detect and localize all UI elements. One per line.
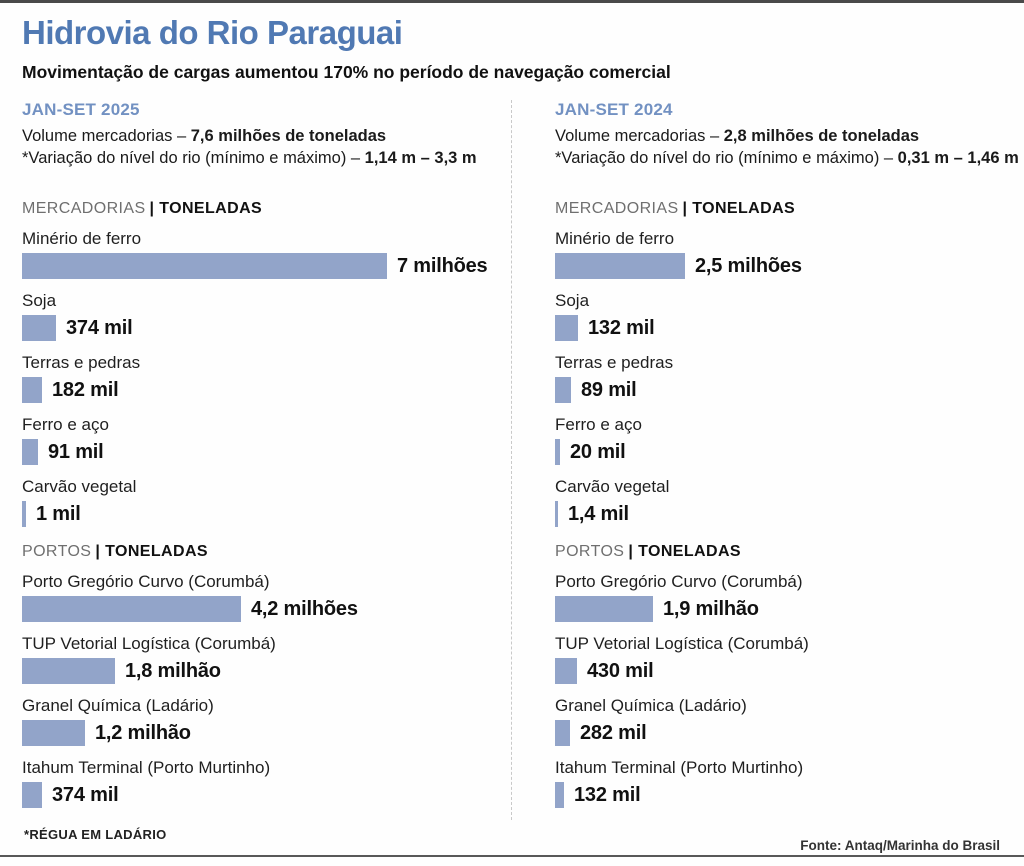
- variation-prefix: *Variação do nível do rio (mínimo e máximo) –: [555, 149, 898, 167]
- bar: [555, 439, 560, 465]
- top-rule: [0, 0, 1024, 3]
- variation-prefix: *Variação do nível do rio (mínimo e máximo) –: [22, 149, 365, 167]
- section-unit: | TONELADAS: [682, 200, 796, 217]
- chart-row: [22, 573, 490, 622]
- section-header-mercadorias: [22, 200, 490, 217]
- chart-row: [22, 635, 490, 684]
- category-label: Itahum Terminal (Porto Murtinho): [22, 758, 271, 777]
- volume-value: 7,6 milhões de toneladas: [190, 127, 387, 145]
- period-title-2025: JAN-SET 2025: [22, 100, 140, 119]
- category-label: Porto Gregório Curvo (Corumbá): [22, 572, 270, 591]
- section-unit: | TONELADAS: [628, 543, 741, 560]
- value-label: 4,2 milhões: [251, 597, 358, 620]
- volume-prefix: Volume mercadorias –: [555, 127, 724, 145]
- category-label: Terras e pedras: [555, 353, 674, 372]
- bar: [555, 501, 558, 527]
- bar: [555, 658, 577, 684]
- value-label: 2,5 milhões: [695, 254, 802, 277]
- section-name: PORTOS: [22, 543, 92, 560]
- category-label: Ferro e aço: [555, 415, 642, 434]
- section-header-mercadorias: [555, 200, 1023, 217]
- category-label: Minério de ferro: [22, 229, 142, 248]
- volume-value: 2,8 milhões de toneladas: [723, 127, 920, 145]
- section-name: MERCADORIAS: [22, 200, 146, 217]
- category-label: Carvão vegetal: [22, 477, 137, 496]
- value-label: 430 mil: [587, 659, 654, 682]
- section-name: MERCADORIAS: [555, 200, 679, 217]
- column-divider: [511, 100, 512, 820]
- footnote: *RÉGUA EM LADÁRIO: [24, 827, 167, 842]
- bar: [22, 596, 241, 622]
- volume-line: [22, 126, 490, 147]
- value-label: 1,4 mil: [568, 502, 629, 525]
- bar: [555, 315, 578, 341]
- section-header-portos: [555, 543, 1023, 560]
- value-label: 7 milhões: [397, 254, 488, 277]
- column-2025: [22, 100, 490, 808]
- value-label: 91 mil: [48, 440, 104, 463]
- category-label: Soja: [555, 291, 590, 310]
- chart-row: [22, 697, 490, 746]
- bar: [22, 315, 56, 341]
- value-label: 374 mil: [66, 316, 133, 339]
- chart-row: [555, 573, 1023, 622]
- chart-row: [555, 354, 1023, 403]
- value-label: 89 mil: [581, 378, 637, 401]
- chart-row: [22, 478, 490, 527]
- category-label: TUP Vetorial Logística (Corumbá): [555, 634, 809, 653]
- bar: [22, 658, 115, 684]
- chart-row: [22, 230, 490, 279]
- category-label: Soja: [22, 291, 57, 310]
- category-label: Porto Gregório Curvo (Corumbá): [555, 572, 803, 591]
- chart-row: [555, 292, 1023, 341]
- river-variation-line: [22, 148, 490, 169]
- river-variation-line: [555, 148, 1023, 169]
- section-header-portos: [22, 543, 490, 560]
- chart-row: [22, 292, 490, 341]
- variation-value: 0,31 m – 1,46 m: [897, 149, 1019, 167]
- bar: [22, 501, 26, 527]
- value-label: 182 mil: [52, 378, 119, 401]
- value-label: 132 mil: [574, 783, 641, 806]
- bar: [22, 439, 38, 465]
- section-unit: | TONELADAS: [149, 200, 263, 217]
- section-name: PORTOS: [555, 543, 625, 560]
- value-label: 1,2 milhão: [95, 721, 191, 744]
- category-label: Carvão vegetal: [555, 477, 670, 496]
- section-unit: | TONELADAS: [95, 543, 208, 560]
- chart-row: [555, 697, 1023, 746]
- bar: [555, 253, 685, 279]
- source-credit: Fonte: Antaq/Marinha do Brasil: [800, 838, 1000, 853]
- value-label: 1 mil: [36, 502, 81, 525]
- volume-prefix: Volume mercadorias –: [22, 127, 191, 145]
- chart-row: [22, 759, 490, 808]
- chart-row: [555, 416, 1023, 465]
- value-label: 20 mil: [570, 440, 626, 463]
- bar: [22, 253, 387, 279]
- bar: [555, 720, 570, 746]
- category-label: TUP Vetorial Logística (Corumbá): [22, 634, 276, 653]
- bottom-rule: [0, 855, 1024, 857]
- value-label: 132 mil: [588, 316, 655, 339]
- page-title: Hidrovia do Rio Paraguai: [22, 14, 403, 51]
- bar: [555, 596, 653, 622]
- category-label: Minério de ferro: [555, 229, 675, 248]
- bar: [22, 720, 85, 746]
- chart-row: [22, 354, 490, 403]
- column-2024: [555, 100, 1023, 808]
- value-label: 282 mil: [580, 721, 647, 744]
- category-label: Itahum Terminal (Porto Murtinho): [555, 758, 804, 777]
- category-label: Ferro e aço: [22, 415, 109, 434]
- chart-row: [555, 230, 1023, 279]
- variation-value: 1,14 m – 3,3 m: [364, 149, 477, 167]
- volume-line: [555, 126, 1023, 147]
- value-label: 374 mil: [52, 783, 119, 806]
- category-label: Granel Química (Ladário): [555, 696, 747, 715]
- category-label: Terras e pedras: [22, 353, 141, 372]
- period-title-2024: JAN-SET 2024: [555, 100, 673, 119]
- chart-row: [555, 635, 1023, 684]
- chart-row: [22, 416, 490, 465]
- page-subtitle: Movimentação de cargas aumentou 170% no período de navegação comercial: [22, 62, 671, 82]
- chart-row: [555, 759, 1023, 808]
- bar: [555, 782, 564, 808]
- category-label: Granel Química (Ladário): [22, 696, 214, 715]
- chart-row: [555, 478, 1023, 527]
- bar: [22, 377, 42, 403]
- bar: [22, 782, 42, 808]
- bar: [555, 377, 571, 403]
- value-label: 1,9 milhão: [663, 597, 759, 620]
- value-label: 1,8 milhão: [125, 659, 221, 682]
